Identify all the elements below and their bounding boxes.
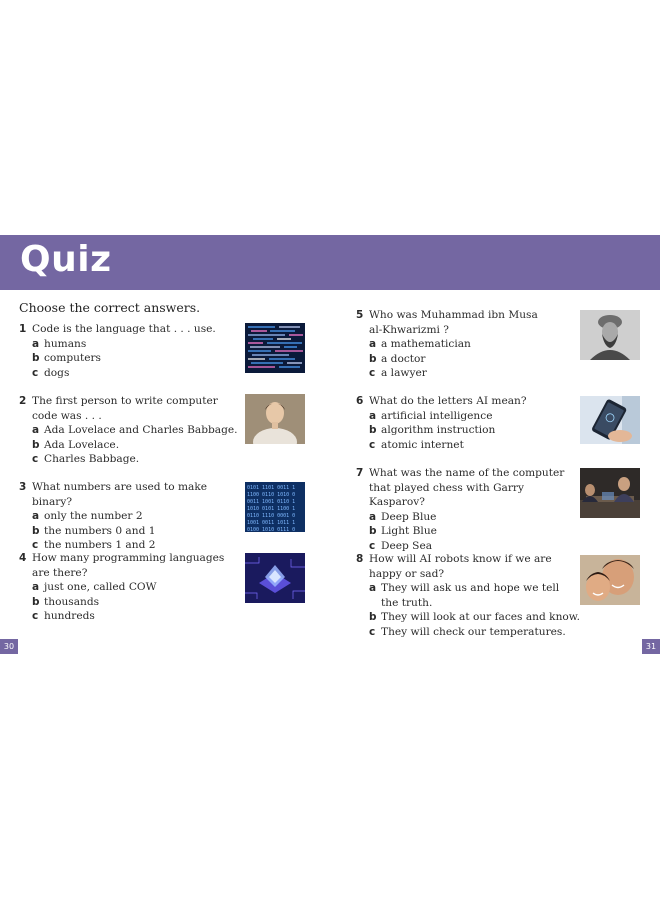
- question-number: 3: [19, 481, 27, 493]
- option-letter: a: [369, 582, 377, 595]
- question-text: that played chess with Garry Kasparov?: [369, 481, 524, 509]
- option-letter: b: [32, 595, 40, 608]
- answer-option[interactable]: b a doctor: [369, 352, 426, 365]
- question-text: What do the letters AI mean?: [369, 395, 527, 407]
- question-text: are there?: [32, 566, 88, 579]
- instructions: Choose the correct answers.: [19, 300, 201, 315]
- ada-lovelace-portrait-image: [245, 394, 305, 444]
- question-7: [356, 466, 576, 554]
- answer-option[interactable]: b thousands: [32, 595, 100, 608]
- option-letter: c: [369, 438, 376, 451]
- answer-option[interactable]: c hundreds: [32, 610, 95, 623]
- answer-option[interactable]: a a mathematician: [369, 338, 471, 351]
- question-number: 4: [19, 552, 27, 564]
- question-text: al-Khwarizmi ?: [369, 323, 449, 336]
- answer-option[interactable]: c a lawyer: [369, 367, 427, 380]
- page-number-left: 30: [0, 639, 18, 654]
- answer-option[interactable]: a Deep Blue: [369, 510, 437, 523]
- answer-option[interactable]: b computers: [32, 352, 101, 365]
- page-title: Quiz: [20, 239, 112, 280]
- question-5: [356, 308, 576, 381]
- question-text: code was . . .: [32, 409, 102, 422]
- option-letter: b: [369, 424, 377, 437]
- question-text: What numbers are used to make binary?: [32, 481, 208, 508]
- answer-option[interactable]: c dogs: [32, 366, 70, 379]
- page-number-right: 31: [642, 639, 660, 654]
- smartphone-ai-image: [580, 396, 640, 444]
- answer-option[interactable]: b algorithm instruction: [369, 424, 496, 437]
- laptop-circuit-image: [245, 553, 305, 603]
- answer-option[interactable]: c Deep Sea: [369, 539, 433, 552]
- answer-option[interactable]: c the numbers 1 and 2: [32, 539, 156, 552]
- question-8: [356, 552, 586, 640]
- answer-option-continued: the truth.: [381, 596, 433, 609]
- answer-option[interactable]: a just one, called COW: [32, 581, 157, 594]
- al-khwarizmi-portrait-image: [580, 310, 640, 360]
- question-1: [19, 322, 241, 380]
- option-letter: c: [32, 366, 39, 379]
- option-letter: b: [32, 524, 40, 537]
- question-2: [19, 394, 241, 467]
- question-3: [19, 480, 241, 553]
- option-letter: b: [369, 611, 377, 624]
- question-text: How many programming languages: [32, 552, 225, 564]
- question-text: The first person to write computer: [32, 395, 218, 407]
- svg-text:1100 0110 1010 0: 1100 0110 1010 0: [247, 492, 296, 498]
- option-letter: b: [32, 438, 40, 451]
- question-number: 2: [19, 395, 27, 407]
- answer-option[interactable]: b the numbers 0 and 1: [32, 524, 156, 537]
- question-text: What was the name of the computer: [369, 467, 565, 479]
- svg-text:0011 1001 0110 1: 0011 1001 0110 1: [247, 499, 296, 505]
- question-number: 8: [356, 553, 364, 565]
- option-letter: a: [32, 424, 40, 437]
- question-number: 6: [356, 395, 364, 407]
- question-4: [19, 551, 241, 624]
- option-letter: b: [369, 352, 377, 365]
- svg-text:0100 1010 0111 0: 0100 1010 0111 0: [247, 527, 296, 532]
- answer-option[interactable]: b Light Blue: [369, 525, 437, 538]
- option-letter: c: [32, 539, 39, 552]
- happy-faces-image: [580, 555, 640, 605]
- answer-option[interactable]: a Ada Lovelace and Charles Babbage.: [32, 424, 238, 437]
- svg-text:0110 1110 0001 0: 0110 1110 0001 0: [247, 513, 296, 519]
- svg-text:1010 0101 1100 1: 1010 0101 1100 1: [247, 506, 296, 512]
- svg-text:1001 0011 1011 1: 1001 0011 1011 1: [247, 520, 296, 526]
- question-number: 7: [356, 467, 364, 479]
- question-text: Code is the language that . . . use.: [32, 323, 216, 335]
- question-text: Who was Muhammad ibn Musa: [369, 309, 538, 321]
- option-letter: a: [32, 510, 40, 523]
- answer-option[interactable]: a humans: [32, 337, 87, 350]
- option-letter: a: [32, 581, 40, 594]
- option-letter: b: [32, 352, 40, 365]
- option-letter: b: [369, 525, 377, 538]
- option-letter: a: [369, 409, 377, 422]
- answer-option[interactable]: c Charles Babbage.: [32, 453, 140, 466]
- answer-option[interactable]: c They will check our temperatures.: [369, 625, 566, 638]
- svg-text:0101 1101 0011 1: 0101 1101 0011 1: [247, 485, 296, 491]
- question-number: 1: [19, 323, 27, 335]
- option-letter: a: [369, 338, 377, 351]
- answer-option[interactable]: b Ada Lovelace.: [32, 438, 120, 451]
- answer-option[interactable]: a artificial intelligence: [369, 409, 493, 422]
- quiz-banner: [0, 235, 660, 290]
- answer-option[interactable]: a They will ask us and hope we tell: [369, 582, 560, 595]
- option-letter: c: [32, 610, 39, 623]
- question-text: How will AI robots know if we are: [369, 553, 552, 565]
- answer-option[interactable]: c atomic internet: [369, 438, 464, 451]
- option-letter: c: [369, 539, 376, 552]
- question-6: [356, 394, 576, 452]
- option-letter: c: [369, 367, 376, 380]
- answer-option[interactable]: a only the number 2: [32, 510, 143, 523]
- binary-code-image: [245, 482, 305, 532]
- answer-option[interactable]: b They will look at our faces and know.: [369, 611, 580, 624]
- option-letter: a: [369, 510, 377, 523]
- kasparov-chess-image: [580, 468, 640, 518]
- option-letter: a: [32, 337, 40, 350]
- question-text: happy or sad?: [369, 567, 445, 580]
- code-screen-image: [245, 323, 305, 373]
- option-letter: c: [32, 453, 39, 466]
- option-letter: c: [369, 625, 376, 638]
- question-number: 5: [356, 309, 364, 321]
